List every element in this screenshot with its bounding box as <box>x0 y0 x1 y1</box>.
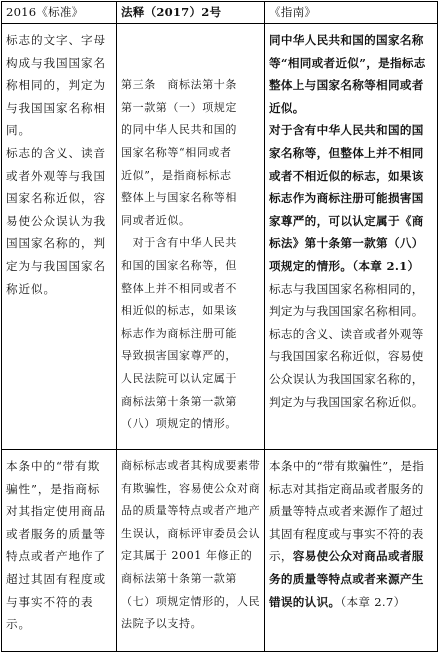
interpretation-line: 相近似的标志，如果该 <box>121 304 237 318</box>
row1-interpretation-lines <box>121 74 262 436</box>
row2-guide-bold: 容易使公众对商品或者服务的质量等特点或者来源产生错误的认识。 <box>269 549 424 609</box>
row2-guide-tail: （本章 2.7） <box>340 594 406 609</box>
header-guide: 《指南》 <box>269 5 317 19</box>
interpretation-line: （八）项规定的情形。 <box>121 417 237 431</box>
row-divider <box>2 449 437 450</box>
interpretation-line: 的同中华人民共和国的 <box>121 123 237 137</box>
interpretation-line: 标志作为商标注册可能 <box>121 326 237 340</box>
interpretation-line: 导致损害国家尊严的， <box>121 349 237 363</box>
row2-guide-normal: 本条中的“带有欺骗性”，是指标志对其指定商品或者服务的质量等特点或者来源作了超过其固有程度或与事实不符的表示， <box>269 459 425 564</box>
header-standard-2016: 2016《标准》 <box>6 5 84 19</box>
interpretation-line: 第三条 商标法第十条 <box>121 78 237 92</box>
interpretation-line: 人民法院可以认定属于 <box>121 371 237 385</box>
row1-interpretation-text <box>117 26 264 448</box>
header-divider <box>2 23 437 24</box>
row1-standard-text: 标志的文字、字母构成与我国国家名称相同的，判定为与我国国家名称相同。 标志的含义、读音或者外观等与我国国家名称近似，容易使公众误认为我国国家名称的，判定为与我国国家名称近似。 <box>6 33 106 296</box>
interpretation-line: 对于含有中华人民共 <box>121 236 237 250</box>
row2-guide-text <box>265 452 438 651</box>
header-judicial-interpretation: 法释（2017）2号 <box>121 5 222 19</box>
interpretation-line: 商标法第十条第一款第 <box>121 394 237 408</box>
interpretation-line: 国家名称等“相同或者 <box>121 145 232 159</box>
interpretation-line: 同或者近似。 <box>121 213 191 227</box>
comparison-table <box>1 1 438 652</box>
row2-interpretation-text: 商标标志或者其构成要素带有欺骗性，容易使公众对商品的质量等特点或者产地产生误认，商标评审委员会认定其属于 2001 年修正的商标法第十条第一款第（七）项规定情形的，人民法院予以支持。 <box>121 459 261 631</box>
row1-guide-bold: 同中华人民共和国的国家名称等“相同或者近似”，是指标志整体上与国家名称等相同或者近似。 对于含有中华人民共和国的国家名称等，但整体上并不相同或者不相近似的标志，如果该标志作为商标注册可能损害国家尊严的，可以认定属于《商标法》第十条第一款第（八）项规定的情形。（本章 2.1） <box>269 33 426 273</box>
row2-standard-text: 本条中的“带有欺骗性”，是指商标对其指定使用商品或者服务的质量等特点或者产地作了超过其固有程度或与事实不符的表示。 <box>6 459 106 632</box>
interpretation-line: 第一款第（一）项规定 <box>121 100 237 114</box>
row1-guide-text <box>265 26 438 448</box>
interpretation-line: 整体上并不相同或者不 <box>121 281 237 295</box>
row1-guide-normal: 标志与我国国家名称相同的，判定为与我国国家名称相同。 标志的含义、读音或者外观等与我国国家名称近似，容易使公众误认为我国国家名称的，判定为与我国国家名称近似。 <box>269 281 424 409</box>
interpretation-line: 近似”，是指商标标志 <box>121 168 232 182</box>
interpretation-line: 和国的国家名称等，但 <box>121 258 237 272</box>
interpretation-line: 整体上与国家名称等相 <box>121 191 237 205</box>
